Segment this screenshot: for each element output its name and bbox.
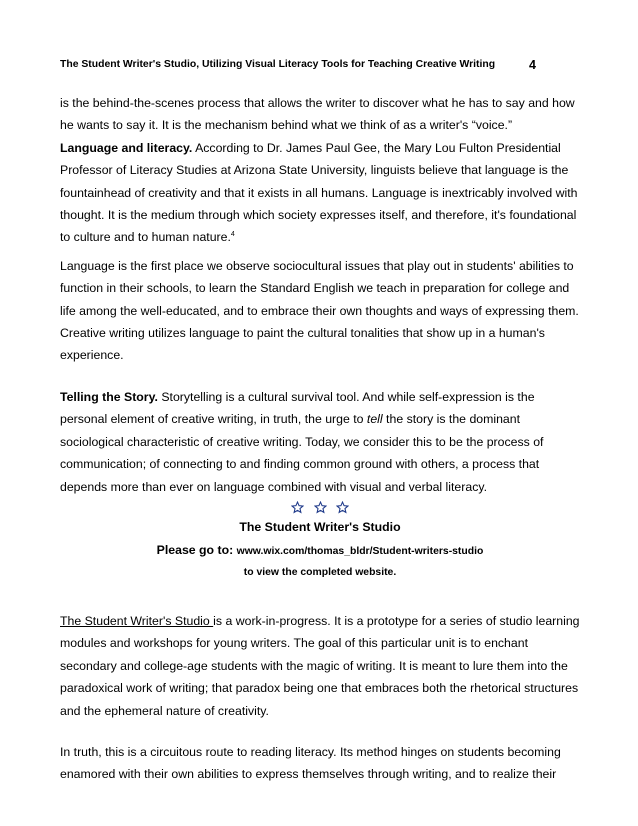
studio-link[interactable]: The Student Writer's Studio — [60, 613, 214, 628]
paragraph-circuitous-route: In truth, this is a circuitous route to reading literacy. Its method hinges on students becoming enamored with their own abilities to express themselves through writing, and to realize their — [60, 744, 561, 782]
star-divider — [60, 501, 580, 519]
paragraph-telling-story — [60, 386, 580, 498]
paragraph-wip-text: is a work-in-progress. It is a prototype for a series of studio learning modules and workshops for young writers. The goal of this particular unit is to enchant secondary and college-age students with the magic of writing. It is meant to lure them into the paradoxical work of writing; that paradox being one that embraces both the rhetorical structures and the ephemeral nature of creativity. — [60, 613, 580, 718]
callout-view-text: to view the completed website. — [243, 566, 397, 578]
paragraph-story-text-a: Storytelling is a cultural survival tool. And while self-expression is the personal element of creative writing, in truth, the urge to — [60, 389, 535, 427]
section-heading-language: Language and literacy. — [60, 140, 193, 155]
website-link[interactable]: www.wix.com/thomas_bldr/Student-writers-studio — [236, 545, 484, 557]
star-icon — [314, 501, 327, 514]
paragraph-work-in-progress — [60, 610, 580, 722]
emphasis-tell: tell — [366, 412, 383, 427]
page-body — [60, 92, 580, 786]
footnote-marker[interactable]: 4 — [230, 231, 235, 239]
section-heading-story: Telling the Story. — [60, 389, 158, 404]
paragraph-sociocultural: Language is the first place we observe sociocultural issues that play out in students' abilities to function in their schools, to learn the Standard English we teach in preparation for college and life among the well-educated, and to embrace their own thoughts and ways of expressing them. Creative writing utilizes language to paint the cultural tonalities that show up in a human's experience. — [60, 258, 579, 363]
paragraph-voice: is the behind-the-scenes process that allows the writer to discover what he has to say and how he wants to say it. It is the mechanism behind what we think of as a writer's “voice.” — [60, 96, 575, 133]
star-icon — [336, 501, 349, 514]
page-number: 4 — [529, 58, 536, 72]
running-header — [60, 59, 580, 70]
paragraph-language-text: According to Dr. James Paul Gee, the Mary Lou Fulton Presidential Professor of Literacy Studies at Arizona State University, linguists believe that language is the fountainhead of creativity and that it exists in all humans. Language is inextricably involved with thought. It is the medium through which society expresses itself, and therefore, it's foundational to culture and to human nature. — [60, 140, 578, 245]
paragraph-language-literacy — [60, 137, 580, 249]
callout-title: The Student Writer's Studio — [239, 519, 401, 534]
callout-please — [60, 541, 580, 561]
star-icon — [291, 501, 304, 514]
please-label: Please go to: — [156, 542, 237, 557]
paragraph-story-text-b: the story is the dominant sociological characteristic of creative writing. Today, we consider this to be the process of communication; of connecting to and finding common ground with others, a process that depends more than ever on language combined with visual and verbal literacy. — [60, 412, 544, 494]
running-title: The Student Writer's Studio, Utilizing Visual Literacy Tools for Teaching Creative Writing — [60, 59, 496, 70]
